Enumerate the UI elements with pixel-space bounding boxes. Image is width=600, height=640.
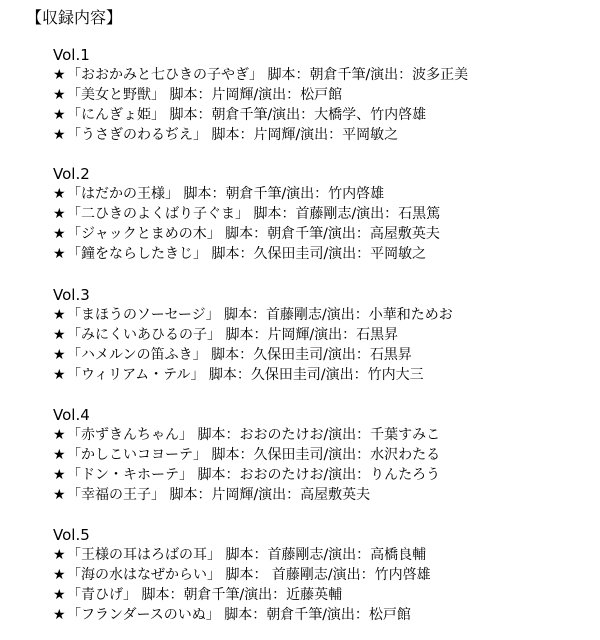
list-item [53, 585, 593, 605]
item-text: 「青ひげ」 脚本：朝倉千筆/演出：近藤英輔 [67, 587, 343, 603]
list-item [53, 345, 593, 365]
list-item [53, 325, 593, 345]
volume-title: Vol.4 [53, 406, 90, 424]
volume-title: Vol.1 [53, 46, 90, 64]
item-text: 「ハメルンの笛ふき」 脚本：久保田圭司/演出：石黒昇 [67, 347, 412, 363]
list-item [53, 305, 593, 325]
star-icon: ★ [53, 447, 66, 463]
item-text: 「おおかみと七ひきの子やぎ」 脚本：朝倉千筆/演出：波多正美 [67, 67, 469, 83]
item-text: 「ドン・キホーテ」 脚本：おおのたけお/演出：りんたろう [67, 467, 441, 483]
item-text: 「まほうのソーセージ」 脚本：首藤剛志/演出：小華和ためお [67, 307, 453, 323]
volume-5-section [53, 525, 593, 625]
list-item [53, 125, 593, 145]
document-heading: 【収録内容】 [26, 8, 123, 27]
star-icon: ★ [53, 567, 66, 583]
star-icon: ★ [53, 607, 66, 623]
star-icon: ★ [53, 87, 66, 103]
list-item [53, 105, 593, 125]
item-text: 「はだかの王様」 脚本：朝倉千筆/演出：竹内啓雄 [67, 186, 385, 202]
item-text: 「王様の耳はろばの耳」 脚本：首藤剛志/演出：高橋良輔 [67, 547, 427, 563]
volume-1-section [53, 45, 593, 145]
list-item [53, 425, 593, 445]
list-item [53, 545, 593, 565]
item-text: 「かしこいコヨーテ」 脚本：久保田圭司/演出：水沢わたる [67, 447, 441, 463]
star-icon: ★ [53, 107, 66, 123]
star-icon: ★ [53, 307, 66, 323]
item-text: 「美女と野獣」 脚本：片岡輝/演出：松戸館 [67, 87, 343, 103]
item-text: 「鐘をならしたきじ」 脚本：久保田圭司/演出：平岡敏之 [67, 246, 427, 262]
star-icon: ★ [53, 226, 66, 242]
star-icon: ★ [53, 427, 66, 443]
item-text: 「赤ずきんちゃん」 脚本：おおのたけお/演出：千葉すみこ [67, 427, 441, 443]
star-icon: ★ [53, 186, 66, 202]
list-item [53, 365, 593, 385]
star-icon: ★ [53, 67, 66, 83]
list-item [53, 465, 593, 485]
item-text: 「フランダースのいぬ」 脚本：朝倉千筆/演出：松戸館 [67, 607, 411, 623]
list-item [53, 445, 593, 465]
item-text: 「にんぎょ姫」 脚本：朝倉千筆/演出：大橋学、竹内啓雄 [67, 107, 427, 123]
volume-4-section [53, 405, 593, 505]
star-icon: ★ [53, 127, 66, 143]
list-item [53, 485, 593, 505]
star-icon: ★ [53, 347, 66, 363]
list-item [53, 85, 593, 105]
list-item [53, 65, 593, 85]
star-icon: ★ [53, 487, 66, 503]
item-text: 「海の水はなぜからい」 脚本： 首藤剛志/演出：竹内啓雄 [67, 567, 431, 583]
item-text: 「ウィリアム・テル」 脚本：久保田圭司/演出：竹内大三 [67, 367, 424, 383]
star-icon: ★ [53, 547, 66, 563]
list-item [53, 204, 593, 224]
item-text: 「二ひきのよくばり子ぐま」 脚本：首藤剛志/演出：石黒篤 [67, 206, 441, 222]
list-item [53, 565, 593, 585]
volume-3-section [53, 285, 593, 385]
list-item [53, 605, 593, 625]
star-icon: ★ [53, 206, 66, 222]
item-text: 「うさぎのわるぢえ」 脚本：片岡輝/演出：平岡敏之 [67, 127, 399, 143]
star-icon: ★ [53, 327, 66, 343]
star-icon: ★ [53, 587, 66, 603]
volume-2-section [53, 164, 593, 264]
list-item [53, 244, 593, 264]
item-text: 「ジャックとまめの木」 脚本：朝倉千筆/演出：高屋敷英夫 [67, 226, 440, 242]
volume-title: Vol.3 [53, 286, 90, 304]
item-text: 「みにくいあひるの子」 脚本：片岡輝/演出：石黒昇 [67, 327, 399, 343]
item-text: 「幸福の王子」 脚本：片岡輝/演出：高屋敷英夫 [67, 487, 371, 503]
volume-title: Vol.2 [53, 165, 90, 183]
list-item [53, 224, 593, 244]
volume-title: Vol.5 [53, 526, 90, 544]
star-icon: ★ [53, 467, 66, 483]
star-icon: ★ [53, 246, 66, 262]
star-icon: ★ [53, 367, 66, 383]
list-item [53, 184, 593, 204]
